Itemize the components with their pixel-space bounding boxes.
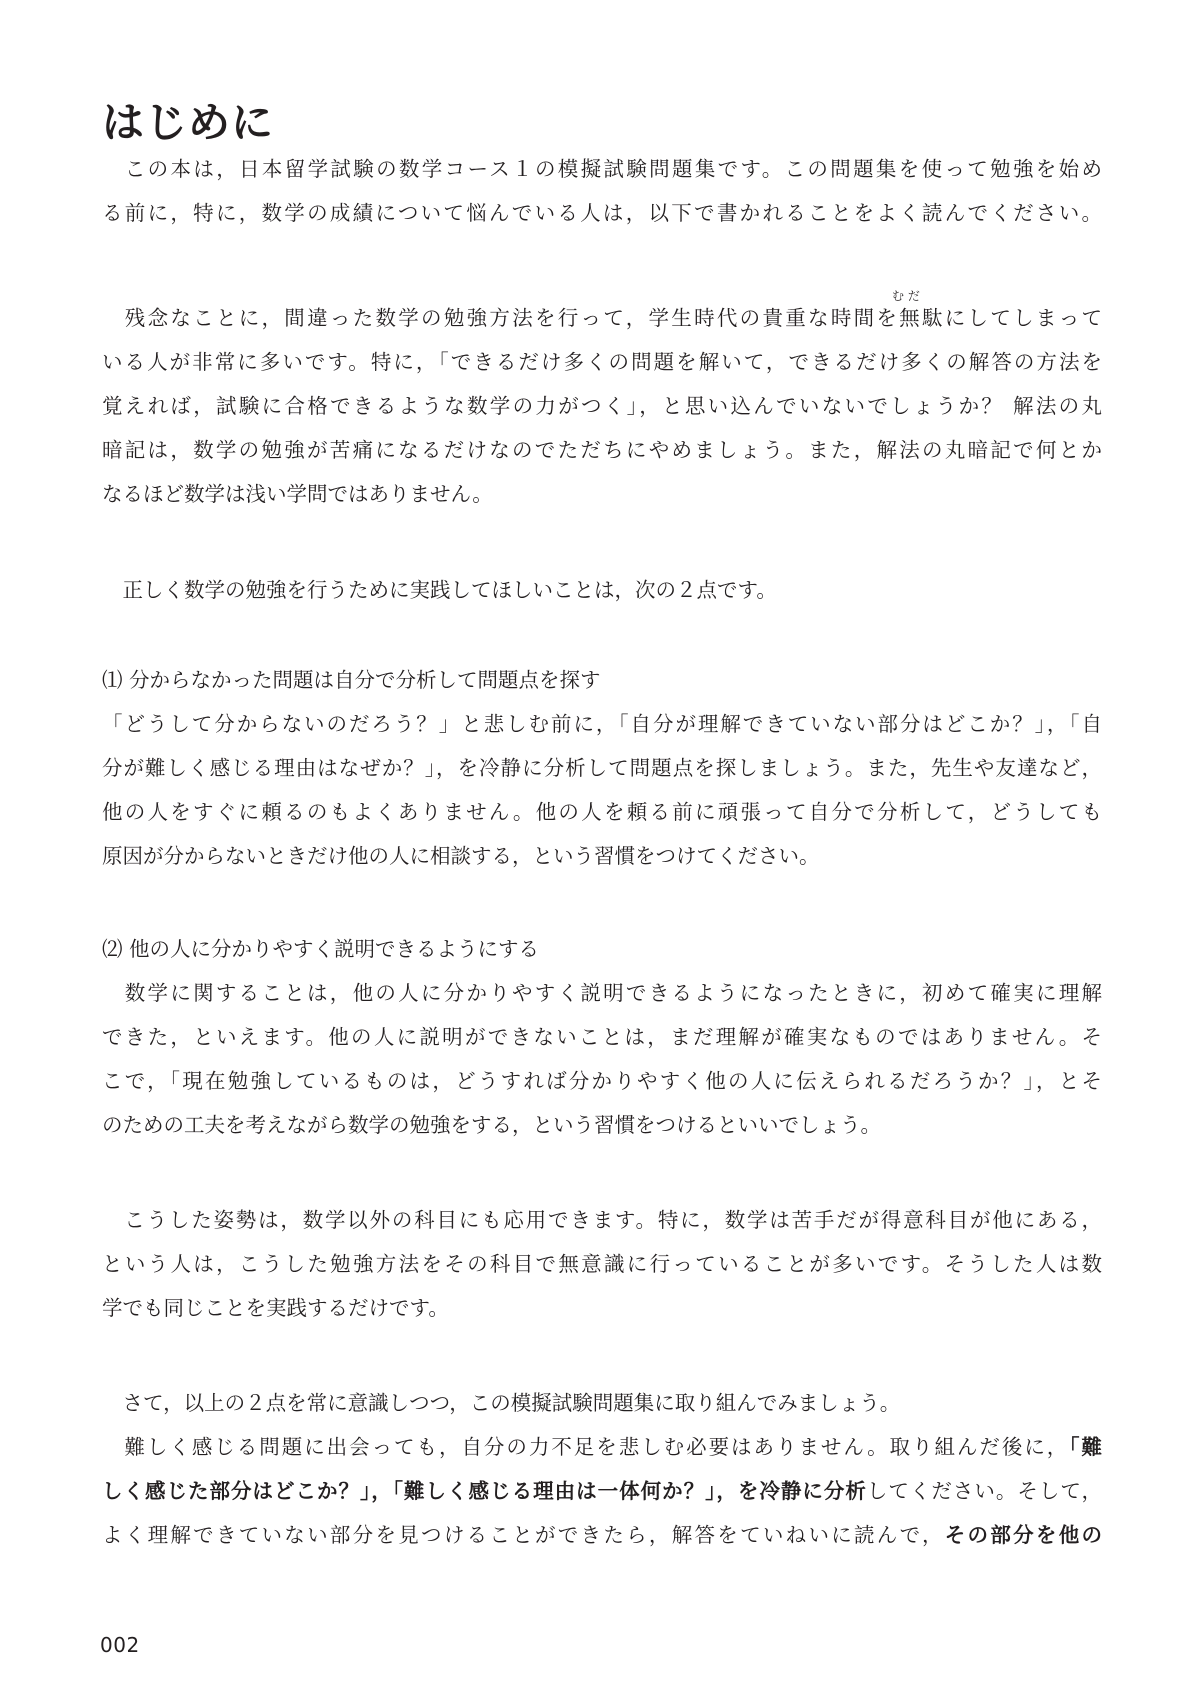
item-2-line-3: こで，「現在勉強しているものは，どうすれば分かりやすく他の人に伝えられるだろうか？」，とそ [102, 1069, 1102, 1093]
paragraph-2-line-4: 暗記は，数学の勉強が苦痛になるだけなのでただちにやめましょう。また，解法の丸暗記で何とか [102, 438, 1102, 462]
item-1-line-4: 原因が分からないときだけ他の人に相談する，という習慣をつけてください。 [102, 844, 820, 868]
paragraph-2-line-5: なるほど数学は浅い学問ではありません。 [102, 482, 493, 506]
page-title: はじめに [102, 98, 275, 147]
paragraph-4-line-2: という人は，こうした勉強方法をその科目で無意識に行っていることが多いです。そうした人は数 [102, 1252, 1102, 1276]
page-number: 002 [100, 1633, 140, 1657]
paragraph-1-line-2: る前に，特に，数学の成績について悩んでいる人は，以下で書かれることをよく読んでください。 [102, 201, 1102, 225]
paragraph-5-line-4 [102, 1520, 1102, 1550]
paragraph-5-bold-c: その部分を他の [944, 1523, 1102, 1547]
item-1-title: ⑴ 分からなかった問題は自分で分析して問題点を探す [102, 668, 601, 692]
paragraph-4-line-3: 学でも同じことを実践するだけです。 [102, 1296, 449, 1320]
item-1-line-2: 分が難しく感じる理由はなぜか？」，を冷静に分析して問題点を探しましょう。また，先生や友達など， [102, 756, 1102, 780]
paragraph-2-line-1: 残念なことに，間違った数学の勉強方法を行って，学生時代の貴重な時間を無駄にしてしまって [102, 306, 1102, 330]
paragraph-5-line-3-tail: してください。そして， [866, 1479, 1102, 1503]
furigana-muda: む だ [892, 289, 920, 303]
paragraph-5-bold-b: しく感じた部分はどこか？」，「難しく感じる理由は一体何か？」，を冷静に分析 [102, 1479, 867, 1503]
paragraph-4-line-1: こうした姿勢は，数学以外の科目にも応用できます。特に，数学は苦手だが得意科目が他にある， [102, 1208, 1102, 1232]
paragraph-5-bold-a: 「難 [1069, 1435, 1102, 1459]
item-2-line-1: 数学に関することは，他の人に分かりやすく説明できるようになったときに，初めて確実に理解 [102, 981, 1102, 1005]
paragraph-5-line-1: さて，以上の２点を常に意識しつつ，この模擬試験問題集に取り組んでみましょう。 [102, 1391, 901, 1415]
item-2-line-2: できた，といえます。他の人に説明ができないことは，まだ理解が確実なものではありません。そ [102, 1025, 1102, 1049]
paragraph-3-line-1: 正しく数学の勉強を行うために実践してほしいことは，次の２点です。 [102, 578, 777, 602]
paragraph-2-line-2: いる人が非常に多いです。特に，「できるだけ多くの問題を解いて，できるだけ多くの解答の方法を [102, 350, 1102, 374]
paragraph-2-line-3: 覚えれば，試験に合格できるような数学の力がつく」，と思い込んでいないでしょうか？ 解法の丸 [102, 394, 1102, 418]
item-1-line-3: 他の人をすぐに頼るのもよくありません。他の人を頼る前に頑張って自分で分析して，どうしても [102, 800, 1102, 824]
paragraph-5-line-4-head: よく理解できていない部分を見つけることができたら，解答をていねいに読んで， [102, 1523, 945, 1547]
paragraph-5-line-3 [102, 1476, 1102, 1506]
paragraph-5-line-2-text: 難しく感じる問題に出会っても，自分の力不足を悲しむ必要はありません。取り組んだ後に， [102, 1435, 1070, 1459]
item-2-line-4: のための工夫を考えながら数学の勉強をする，という習慣をつけるといいでしょう。 [102, 1113, 881, 1137]
paragraph-1-line-1: この本は，日本留学試験の数学コース１の模擬試験問題集です。この問題集を使って勉強を始め [102, 157, 1102, 181]
item-2-title: ⑵ 他の人に分かりやすく説明できるようにする [102, 937, 540, 961]
paragraph-5-line-2 [102, 1432, 1102, 1462]
item-1-line-1: 「どうして分からないのだろう？」と悲しむ前に，「自分が理解できていない部分はどこか？」，「自 [102, 712, 1102, 736]
